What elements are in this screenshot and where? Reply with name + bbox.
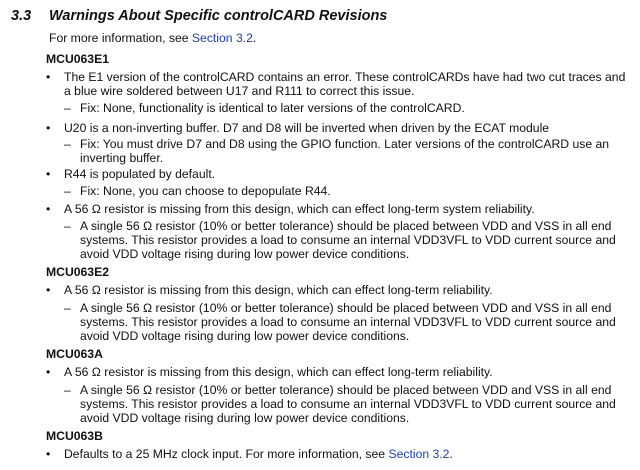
item-text: Fix: None, functionality is identical to later versions of the controlCARD. [80, 101, 465, 115]
list-item [46, 447, 626, 461]
subheading-e1: MCU063E1 [46, 52, 109, 66]
sub-list-item [64, 219, 624, 261]
item-text: A 56 Ω resistor is missing from this design, which can effect long-term reliability. [64, 283, 493, 297]
dash-icon: – [64, 137, 71, 151]
section-link[interactable]: Section 3.2 [388, 447, 450, 461]
item-text: The E1 version of the controlCARD contains an error. These controlCARDs have had two cut traces and a blue wire soldered between U17 and R111 to correct this issue. [64, 70, 626, 98]
dash-icon: – [64, 101, 71, 115]
sub-list-item [64, 383, 624, 425]
sub-list-item [64, 301, 624, 343]
item-text: A 56 Ω resistor is missing from this design, which can effect long-term reliability. [64, 365, 493, 379]
item-text [64, 447, 626, 461]
list-item [46, 121, 626, 135]
section-link[interactable]: Section 3.2 [191, 31, 253, 45]
bullet-icon: • [46, 283, 51, 297]
subheading-b: MCU063B [46, 429, 103, 443]
list-item [46, 202, 626, 216]
list-item [46, 167, 626, 181]
bullet-icon: • [46, 121, 51, 135]
item-text-end: . [449, 447, 453, 461]
bullet-icon: • [46, 167, 51, 181]
item-text: U20 is a non-inverting buffer. D7 and D8 will be inverted when driven by the ECAT module [64, 121, 550, 135]
item-text: Fix: None, you can choose to depopulate R44. [80, 184, 331, 198]
list-item [46, 365, 626, 379]
bullet-icon: • [46, 70, 51, 84]
dash-icon: – [64, 383, 71, 397]
section-intro [49, 31, 256, 45]
section-number: 3.3 [11, 8, 32, 24]
section-heading [11, 8, 387, 24]
section-title: Warnings About Specific controlCARD Revisions [49, 8, 388, 24]
item-text: A single 56 Ω resistor (10% or better tolerance) should be placed between VDD and VSS in all end systems. This resistor provides a load to consume an internal VDD3VFL to VDD current source and avoid VDD voltage rising during low power device conditions. [80, 219, 616, 261]
dash-icon: – [64, 219, 71, 233]
dash-icon: – [64, 301, 71, 315]
sub-list-item [64, 137, 624, 165]
item-text: R44 is populated by default. [64, 167, 216, 181]
intro-end: . [252, 31, 257, 45]
item-text: Fix: You must drive D7 and D8 using the GPIO function. Later versions of the controlCARD use an inverting buffer. [80, 137, 610, 165]
subheading-a: MCU063A [46, 347, 103, 361]
bullet-icon: • [46, 447, 51, 461]
list-item [46, 70, 626, 98]
item-text-start: Defaults to a 25 MHz clock input. For more information, see [64, 447, 389, 461]
intro-text: For more information, see [49, 31, 192, 45]
subheading-e2: MCU063E2 [46, 265, 109, 279]
bullet-icon: • [46, 365, 51, 379]
item-text: A single 56 Ω resistor (10% or better tolerance) should be placed between VDD and VSS in all end systems. This resistor provides a load to consume an internal VDD3VFL to VDD current source and avoid VDD voltage rising during low power device conditions. [80, 301, 616, 343]
sub-list-item [64, 101, 624, 115]
item-text: A 56 Ω resistor is missing from this design, which can effect long-term system reliability. [64, 202, 535, 216]
item-text: A single 56 Ω resistor (10% or better tolerance) should be placed between VDD and VSS in all end systems. This resistor provides a load to consume an internal VDD3VFL to VDD current source and avoid VDD voltage rising during low power device conditions. [80, 383, 616, 425]
list-item [46, 283, 626, 297]
bullet-icon: • [46, 202, 51, 216]
sub-list-item [64, 184, 624, 198]
dash-icon: – [64, 184, 71, 198]
